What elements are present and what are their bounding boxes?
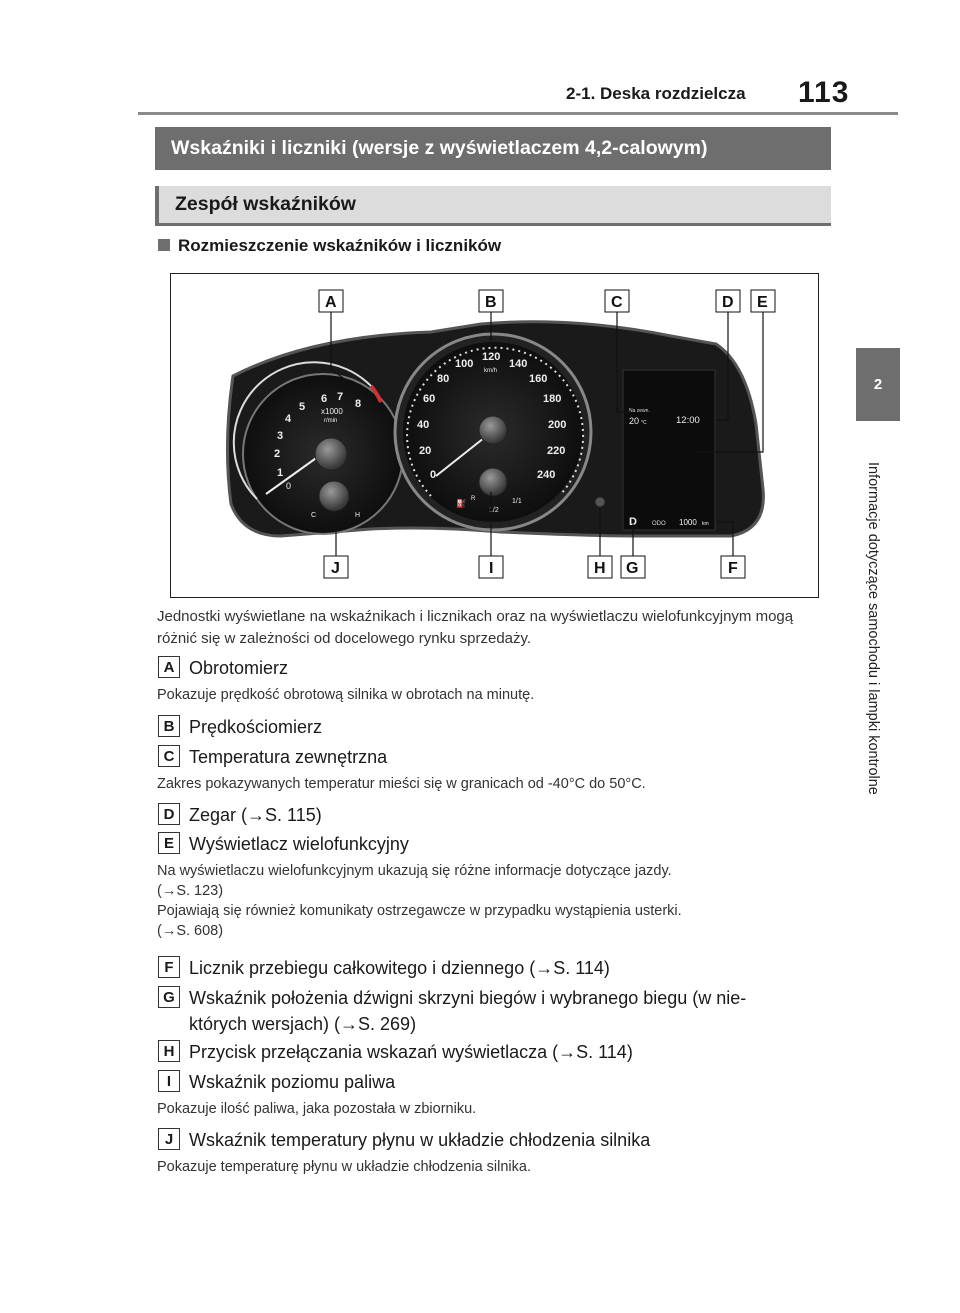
tach-zero-mark: 0	[286, 481, 292, 491]
speed-number: 100	[455, 358, 474, 370]
speed-number: 220	[547, 445, 566, 457]
tach-number: 8	[355, 398, 362, 410]
legend-desc: Pokazuje temperaturę płynu w układzie chłodzenia silnika.	[157, 1159, 531, 1175]
odo-label: ODO	[652, 521, 666, 527]
callout-e: E	[757, 294, 768, 311]
tach-number: 5	[299, 401, 306, 413]
callout-a: A	[325, 294, 337, 311]
callout-f: F	[728, 560, 738, 577]
letter-badge: I	[158, 1070, 180, 1092]
legend-desc: Na wyświetlaczu wielofunkcyjnym ukazują się różne informacje dotyczące jazdy.	[157, 863, 672, 879]
tach-unit-bottom: r/min	[324, 418, 338, 424]
subheading	[158, 236, 501, 256]
odo-unit: km	[702, 521, 709, 527]
section-title: Zespół wskaźników	[155, 186, 831, 226]
display-change-button	[595, 497, 605, 507]
letter-badge: G	[158, 986, 180, 1008]
square-bullet-icon	[158, 239, 170, 251]
callout-h: H	[594, 560, 606, 577]
legend-text-line2: których wersjach) (→S. 269)	[189, 1014, 417, 1034]
speed-number: 180	[543, 393, 562, 405]
header-rule	[138, 112, 898, 115]
callout-d: D	[722, 294, 734, 311]
callout-b: B	[485, 294, 497, 311]
fuel-half-label: 1/2	[489, 507, 499, 514]
cluster-illustration	[171, 274, 817, 596]
outside-temp-value: 20	[629, 416, 640, 426]
speed-number: 40	[417, 419, 430, 431]
tach-number: 2	[274, 448, 281, 460]
tach-hub	[315, 438, 347, 470]
legend-text: Wskaźnik położenia dźwigni skrzyni biegów i wybranego biegu (w nie-	[189, 988, 747, 1008]
clock-display: 12:00	[676, 415, 700, 426]
callout-i: I	[489, 560, 494, 577]
speed-number: 120	[482, 351, 501, 363]
instrument-cluster-figure	[170, 273, 819, 598]
tach-number: 4	[285, 413, 292, 425]
letter-badge: E	[158, 832, 180, 854]
page-banner-title: Wskaźniki i liczniki (wersje z wyświetlaczem 4,2-calowym)	[155, 127, 831, 170]
outside-temp-unit: °C	[641, 420, 647, 426]
legend-desc: Pojawiają się również komunikaty ostrzegawcze w przypadku wystąpienia usterki.	[157, 903, 682, 919]
legend-desc: Zakres pokazywanych temperatur mieści się w granicach od -40°C do 50°C.	[157, 776, 646, 792]
temp-gauge-hub	[319, 481, 349, 511]
speed-number: 0	[430, 469, 437, 481]
fuel-pump-icon: ⛽	[456, 499, 466, 508]
tach-unit-top: x1000	[321, 407, 343, 416]
speed-number: 60	[423, 393, 436, 405]
legend-text: Prędkościomierz	[189, 717, 323, 737]
legend-desc: Pokazuje prędkość obrotową silnika w obrotach na minutę.	[157, 687, 535, 703]
callout-g: G	[626, 560, 639, 577]
speed-hub	[479, 416, 507, 444]
callout-j: J	[331, 560, 340, 577]
speed-unit: km/h	[484, 368, 498, 374]
letter-badge: F	[158, 956, 180, 978]
legend-desc: (→S. 608)	[157, 923, 224, 939]
letter-badge: C	[158, 745, 180, 767]
speed-number: 80	[437, 373, 450, 385]
tach-number: 7	[337, 391, 344, 403]
legend-text: Zegar (→S. 115)	[189, 805, 322, 825]
legend-text: Obrotomierz	[189, 658, 289, 678]
multi-information-display	[623, 370, 715, 530]
legend-text: Wyświetlacz wielofunkcyjny	[189, 834, 409, 854]
speed-number: 20	[419, 445, 432, 457]
tach-number: 3	[277, 430, 284, 442]
letter-badge: H	[158, 1040, 180, 1062]
legend-text: Temperatura zewnętrzna	[189, 747, 388, 767]
speed-number: 140	[509, 358, 528, 370]
legend-text: Wskaźnik poziomu paliwa	[189, 1072, 396, 1092]
speed-number: 240	[537, 469, 556, 481]
temp-cold-label: C	[311, 512, 317, 519]
tach-number: 1	[277, 467, 284, 479]
legend-text: Przycisk przełączania wskazań wyświetlacza (→S. 114)	[189, 1042, 633, 1062]
legend-desc: Pokazuje ilość paliwa, jaka pozostała w zbiorniku.	[157, 1101, 477, 1117]
legend-desc: (→S. 123)	[157, 883, 224, 899]
intro-paragraph: Jednostki wyświetlane na wskaźnikach i licznikach oraz na wyświetlaczu wielofunkcyjnym mogą różnić się w zależności od docelowego rynku sprzedaży.	[157, 608, 794, 647]
temp-hot-label: H	[355, 512, 361, 519]
letter-badge: A	[158, 656, 180, 678]
speed-number: 160	[529, 373, 548, 385]
callout-c: C	[611, 294, 623, 311]
page-number: 113	[798, 76, 850, 109]
speed-number: 200	[548, 419, 567, 431]
fuel-gauge-hub	[479, 468, 507, 496]
subheading-text: Rozmieszczenie wskaźników i liczników	[178, 236, 502, 255]
section-header: 2-1. Deska rozdzielcza	[566, 84, 746, 103]
letter-badge: B	[158, 715, 180, 737]
letter-badge: J	[158, 1128, 180, 1150]
chapter-tab: 2	[856, 348, 900, 421]
gear-indicator: D	[629, 516, 637, 528]
odo-value: 1000	[679, 518, 697, 527]
letter-badge: D	[158, 803, 180, 825]
legend-text: Wskaźnik temperatury płynu w układzie chłodzenia silnika	[189, 1130, 651, 1150]
fuel-r-label: R	[471, 496, 476, 502]
fuel-full-label: 1/1	[512, 498, 522, 505]
tach-number: 6	[321, 393, 328, 405]
chapter-title-vertical: Informacje dotyczące samochodu i lampki kontrolne	[865, 462, 881, 795]
legend-text: Licznik przebiegu całkowitego i dziennego (→S. 114)	[189, 958, 610, 978]
outside-temp-label: Na zewn.	[629, 408, 650, 414]
